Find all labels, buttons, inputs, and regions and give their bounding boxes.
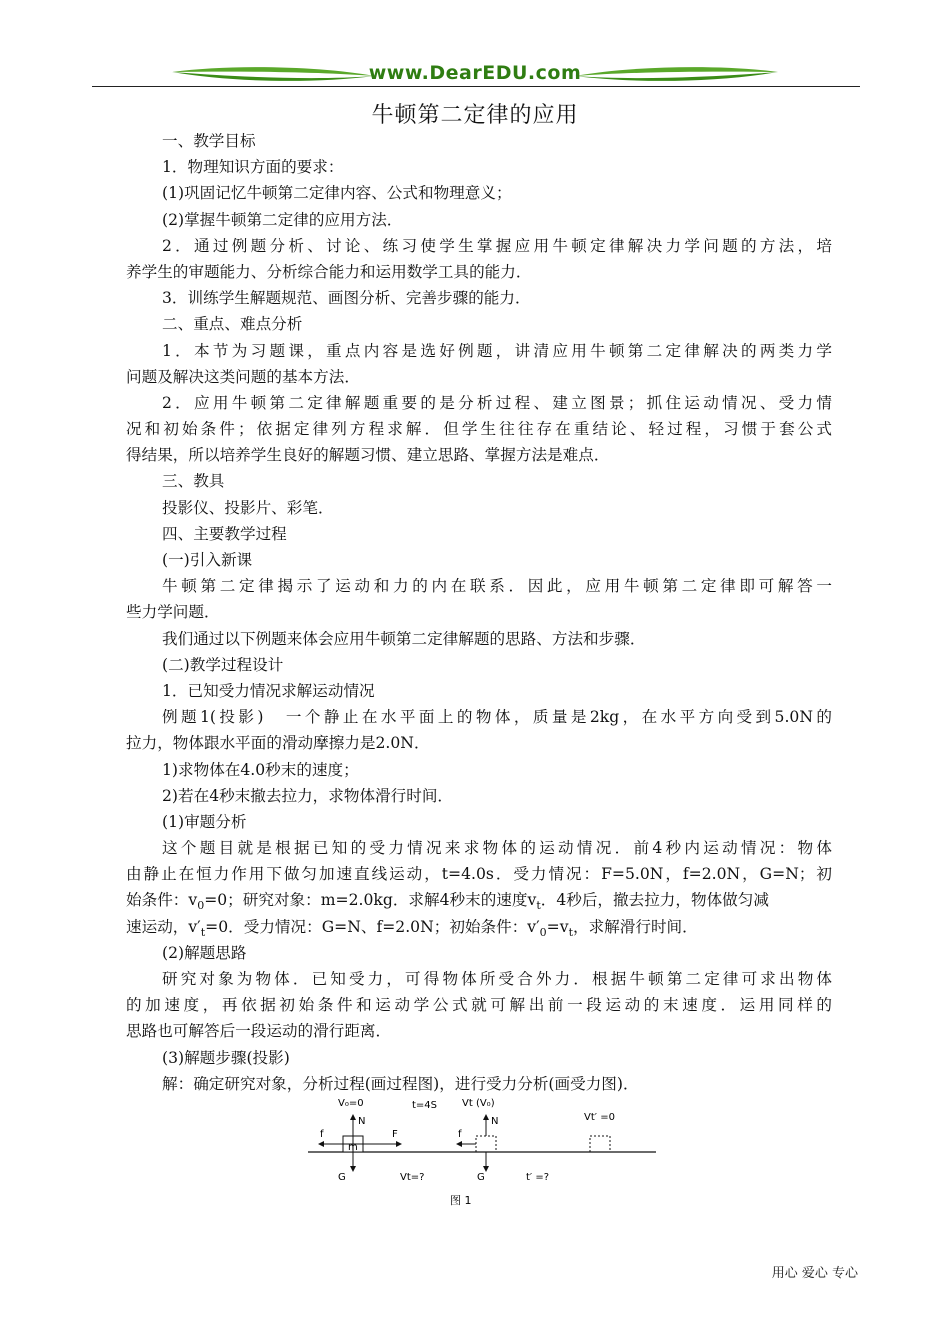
text-line: (2)掌握牛顿第二定律的应用方法． [162,210,403,229]
applied-force-label: F [392,1129,398,1140]
figure-caption: 图 1 [450,1194,472,1207]
gravity-label: G [477,1172,485,1183]
time-label: t=4S [412,1100,438,1111]
text-run: ，求解滑行时间． [572,917,698,936]
text-line: 1．本节为习题课，重点内容是选好例题，讲清应用牛顿第二定律解决的两类力学 [162,341,832,360]
text-line: 3．训练学生解题规范、画图分析、完善步骤的能力． [162,289,531,308]
text-run: =v [546,917,569,936]
text-line: 养学生的审题能力、分析综合能力和运用数学工具的能力． [126,262,532,281]
text-line: 2．应用牛顿第二定律解题重要的是分析过程、建立图景；抓住运动情况、受力情 [162,393,832,412]
text-line: (3)解题步骤(投影) [162,1048,290,1067]
site-url: www.DearEDU.com [368,62,582,84]
text-line: 由静止在恒力作用下做匀加速直线运动，t=4.0s．受力情况：F=5.0N，f=2.0N，G=N；初 [126,865,832,884]
text-line: (2)解题思路 [162,943,247,962]
text-run: ．4秒后，撤去拉力，物体做匀减 [540,891,769,910]
text-line [126,914,832,940]
text-run: 速运动，v′ [126,917,201,936]
subscript: t [568,925,573,939]
block-2 [476,1136,496,1152]
gravity-label: G [338,1172,346,1183]
block-3 [590,1136,610,1152]
text-line: (一)引入新课 [162,551,253,569]
text-line: (1)巩固记忆牛顿第二定律内容、公式和物理意义； [162,184,512,203]
text-line: 况和初始条件；依据定律列方程求解．但学生往往存在重结论、轻过程，习惯于套公式 [126,420,832,439]
friction-label: f [458,1129,462,1140]
mass-label: m [348,1142,358,1153]
subscript: 0 [197,899,205,913]
text-line: 解：确定研究对象，分析过程(画过程图)，进行受力分析(画受力图)． [162,1074,639,1093]
text-line: 这个题目就是根据已知的受力情况来求物体的运动情况．前4秒内运动情况：物体 [162,839,832,858]
footer-slogan: 用心 爱心 专心 [771,1266,858,1281]
subscript: t [536,899,541,913]
text-line: 1．物理知识方面的要求： [162,158,344,177]
text-line: 思路也可解答后一段运动的滑行距离． [126,1022,392,1041]
text-line: 研究对象为物体．已知受力，可得物体所受合外力．根据牛顿第二定律可求出物体 [162,970,832,988]
site-logo [170,62,780,88]
text-line: 一、教学目标 [162,132,256,150]
text-line [126,887,832,913]
document-body [126,128,832,1097]
text-line: 得结果，所以培养学生良好的解题习惯、建立思路、掌握方法是难点． [126,446,610,465]
text-line: 的加速度，再依据初始条件和运动学公式就可解出前一段运动的末速度．运用同样的 [126,996,832,1015]
final-velocity-question: Vt=? [400,1172,425,1183]
header-divider [92,86,860,87]
velocity-at-4s-label: Vt (V₀) [462,1098,495,1109]
text-line: 二、重点、难点分析 [162,315,303,334]
text-line: 四、主要教学过程 [162,524,287,543]
text-line: 些力学问题． [126,603,220,622]
text-line: (二)教学过程设计 [162,655,284,674]
normal-label: N [358,1116,366,1127]
friction-label: f [320,1129,324,1140]
motion-diagram [300,1094,660,1214]
text-run: =0；研究对象：m=2.0kg．求解4秒末的速度v [204,891,537,910]
text-line: 1)求物体在4.0秒末的速度； [162,760,359,779]
text-run: 始条件：v [126,891,198,910]
text-line: 牛顿第二定律揭示了运动和力的内在联系．因此，应用牛顿第二定律即可解答一 [162,577,832,596]
slide-time-question: t′ =? [526,1172,550,1183]
text-line: 1．已知受力情况求解运动情况 [162,681,375,700]
text-run: =0．受力情况：G=N、f=2.0N；初始条件：v′ [205,917,540,936]
text-line: 拉力，物体跟水平面的滑动摩擦力是2.0N． [126,734,430,753]
text-line: (1)审题分析 [162,812,247,831]
initial-velocity-label: V₀=0 [338,1098,364,1109]
text-line: 2)若在4秒末撤去拉力，求物体滑行时间． [162,786,454,805]
text-line: 问题及解决这类问题的基本方法． [126,367,360,386]
text-line: 三、教具 [162,472,225,491]
text-line: 我们通过以下例题来体会应用牛顿第二定律解题的思路、方法和步骤． [162,629,646,648]
text-line: 例题1(投影) 一个静止在水平面上的物体，质量是2kg，在水平方向受到5.0N的 [162,708,832,727]
normal-label: N [491,1116,499,1127]
subscript: 0 [539,925,547,939]
subscript: t [200,925,206,939]
page-title: 牛顿第二定律的应用 [371,103,579,128]
text-line: 投影仪、投影片、彩笔． [162,498,334,517]
final-velocity-zero-label: Vt′ =0 [584,1112,615,1123]
text-line: 2．通过例题分析、讨论、练习使学生掌握应用牛顿定律解决力学问题的方法，培 [162,236,832,255]
